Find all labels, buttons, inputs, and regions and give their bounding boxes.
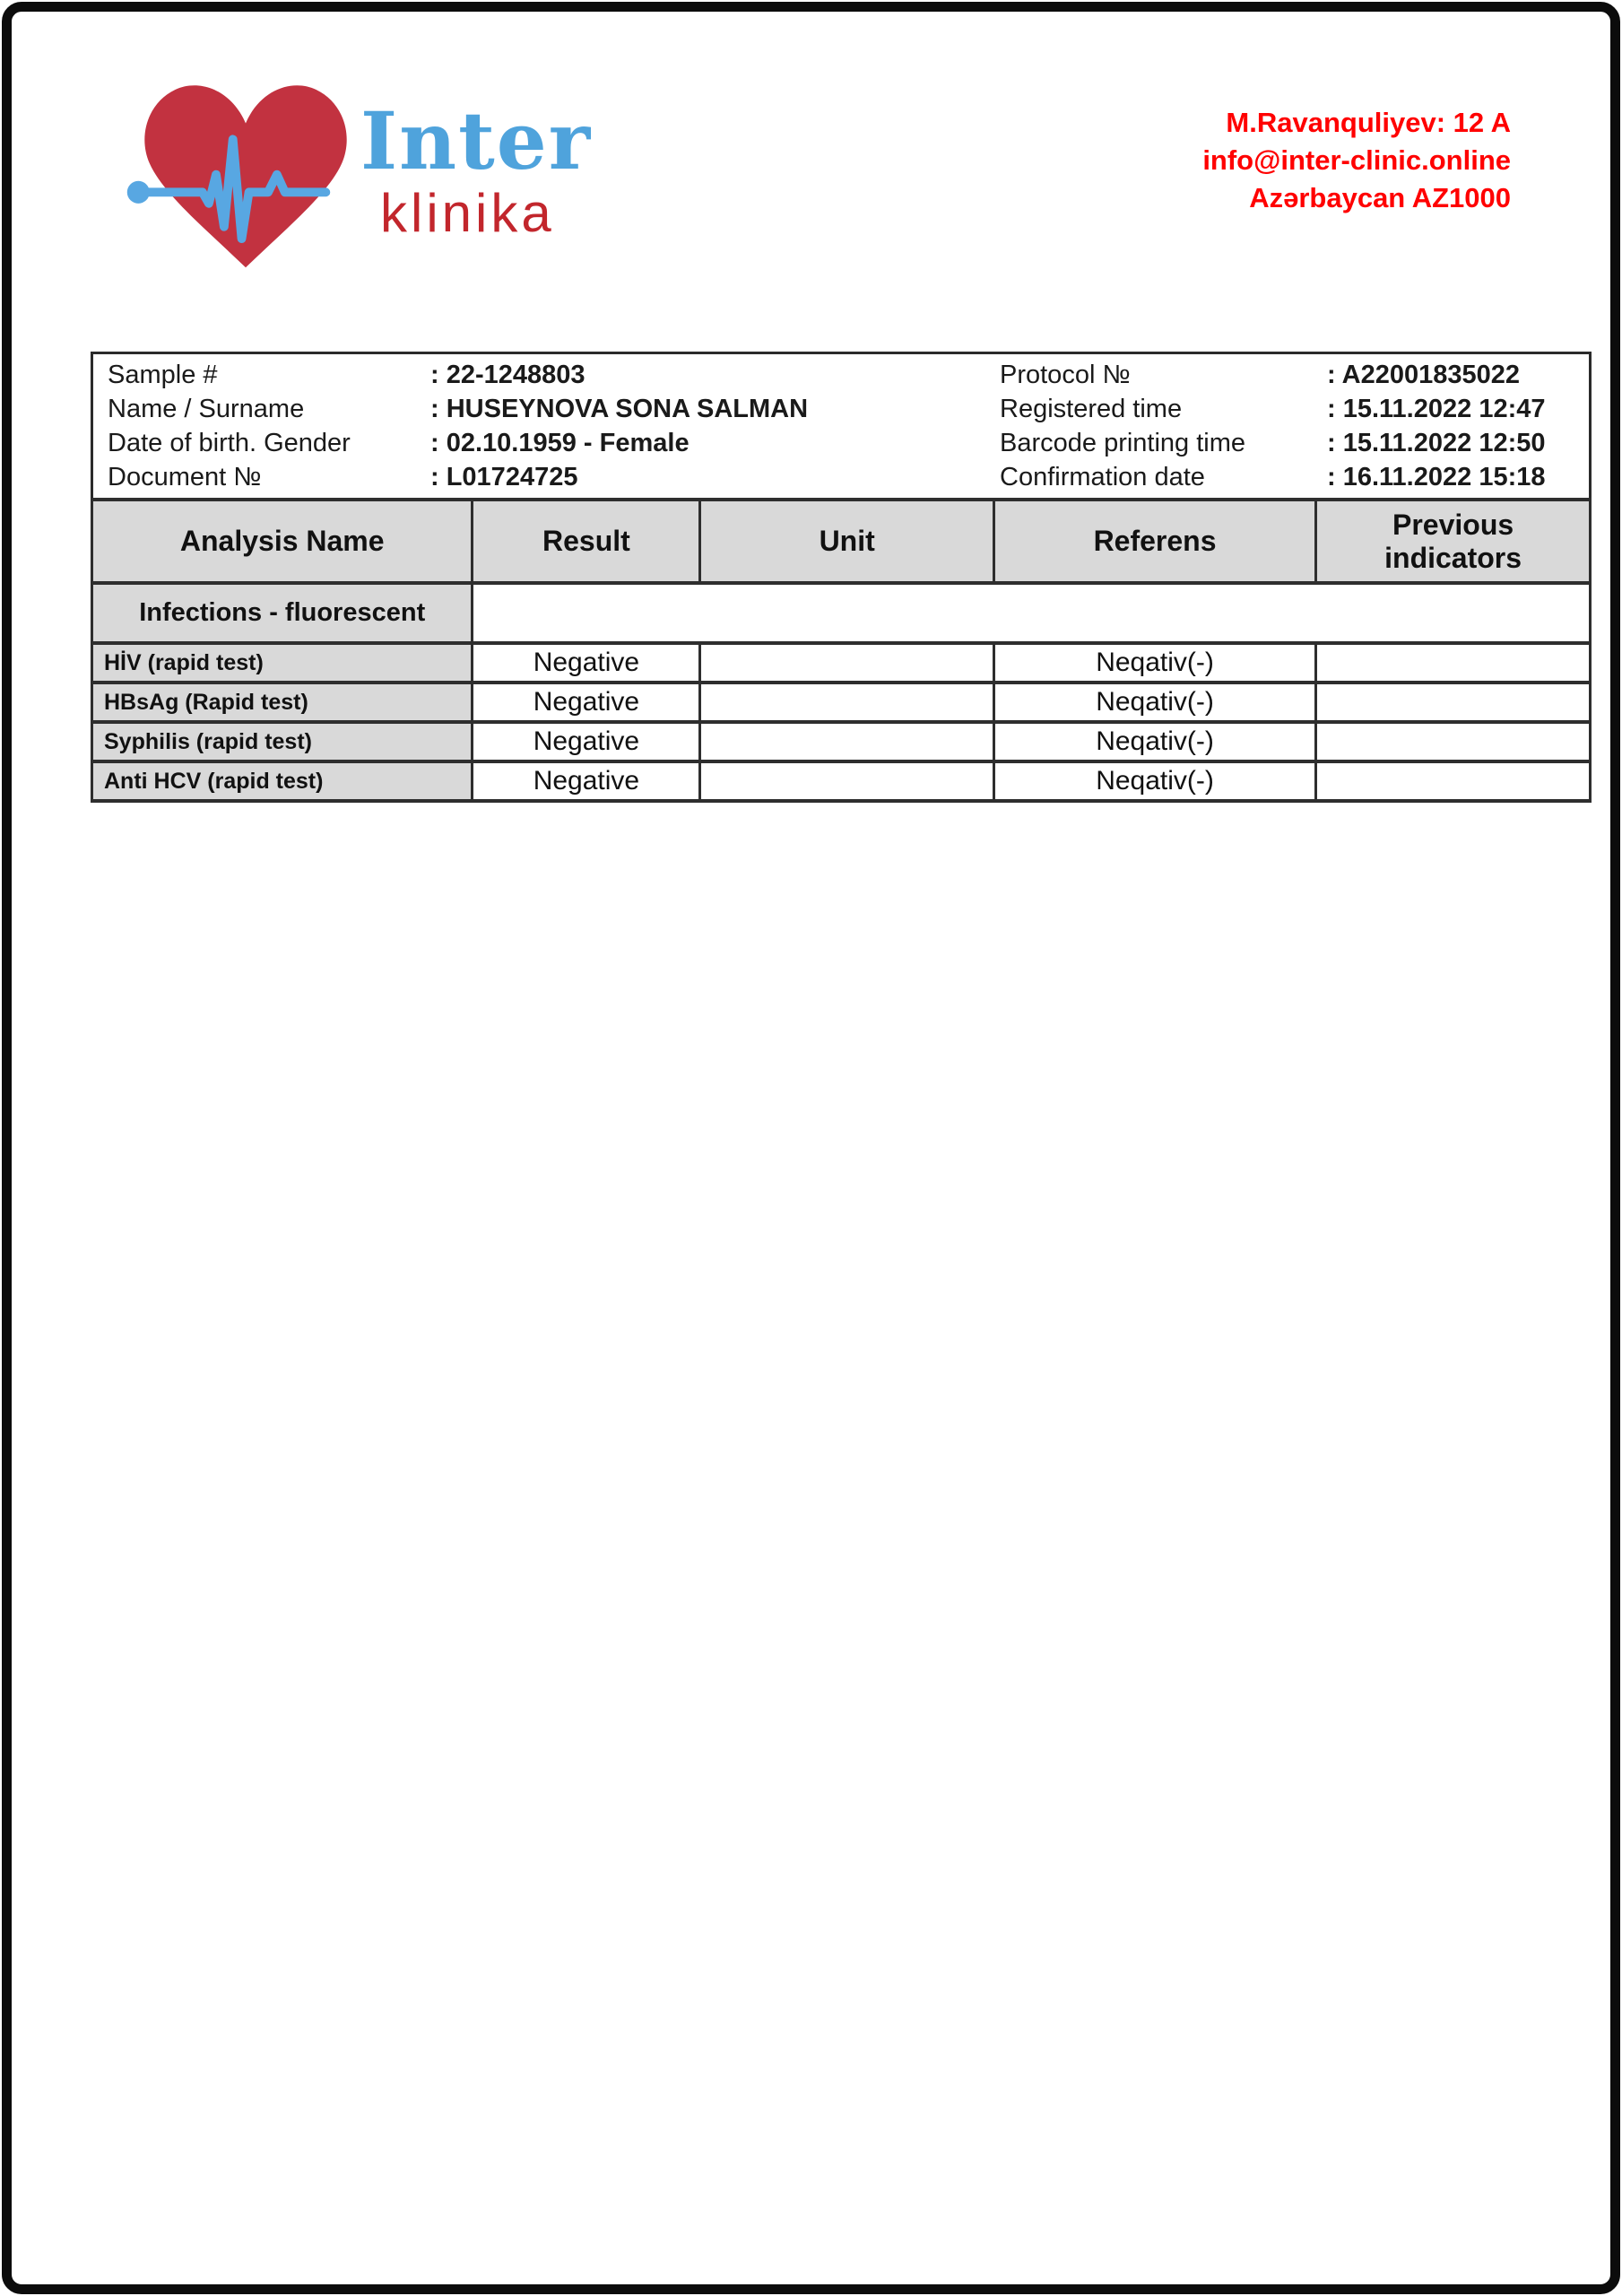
name-surname-label: Name / Surname [108, 394, 305, 423]
referens-value: Neqativ(-) [993, 643, 1315, 683]
clinic-contact-block [1202, 104, 1511, 217]
heart-ekg-icon [126, 74, 366, 278]
table-row [92, 643, 1591, 683]
section-row-spacer [473, 583, 1591, 643]
contact-address-line: M.Ravanquliyev: 12 A [1226, 107, 1511, 138]
result-value: Negative [473, 683, 700, 722]
patient-info-box [91, 352, 1592, 500]
table-row [92, 683, 1591, 722]
confirmation-date-label: Confirmation date [1000, 462, 1205, 491]
unit-value [700, 643, 994, 683]
clinic-name [360, 74, 593, 243]
sample-number-label: Sample # [108, 360, 218, 389]
analysis-name: Anti HCV (rapid test) [92, 761, 473, 801]
previous-value [1316, 761, 1591, 801]
clinic-name-secondary: klinika [380, 182, 555, 243]
sample-number-value: : 22-1248803 [430, 360, 585, 389]
analysis-name: Syphilis (rapid test) [92, 722, 473, 761]
col-header-unit: Unit [700, 500, 994, 583]
section-row [92, 583, 1591, 643]
previous-value [1316, 722, 1591, 761]
table-row [92, 722, 1591, 761]
registered-time-value: : 15.11.2022 12:47 [1327, 394, 1546, 423]
result-value: Negative [473, 722, 700, 761]
table-row [92, 761, 1591, 801]
birth-gender-label: Date of birth. Gender [108, 428, 351, 457]
referens-value: Neqativ(-) [993, 761, 1315, 801]
col-header-analysis-name: Analysis Name [92, 500, 473, 583]
protocol-label: Protocol № [1000, 360, 1131, 389]
unit-value [700, 722, 994, 761]
protocol-value: : A22001835022 [1327, 360, 1520, 389]
results-table [91, 498, 1592, 803]
unit-value [700, 761, 994, 801]
col-header-previous-indicators: Previous indicators [1316, 500, 1591, 583]
unit-value [700, 683, 994, 722]
analysis-name: HBsAg (Rapid test) [92, 683, 473, 722]
document-number-label: Document № [108, 462, 262, 491]
result-value: Negative [473, 643, 700, 683]
previous-value [1316, 643, 1591, 683]
previous-value [1316, 683, 1591, 722]
col-header-result: Result [473, 500, 700, 583]
barcode-time-label: Barcode printing time [1000, 428, 1246, 457]
contact-email: info@inter-clinic.online [1202, 144, 1511, 176]
clinic-logo [126, 74, 592, 278]
col-header-referens: Referens [993, 500, 1315, 583]
confirmation-date-value: : 16.11.2022 15:18 [1327, 462, 1546, 491]
referens-value: Neqativ(-) [993, 683, 1315, 722]
document-number-value: : L01724725 [430, 462, 578, 491]
referens-value: Neqativ(-) [993, 722, 1315, 761]
results-header-row [92, 500, 1591, 583]
section-title: Infections - fluorescent [92, 583, 473, 643]
result-value: Negative [473, 761, 700, 801]
analysis-name: HİV (rapid test) [92, 643, 473, 683]
birth-gender-value: : 02.10.1959 - Female [430, 428, 690, 457]
page-border-frame [2, 2, 1620, 2294]
contact-country-zip: Azərbaycan AZ1000 [1249, 182, 1511, 213]
registered-time-label: Registered time [1000, 394, 1183, 423]
clinic-name-primary: Inter [360, 94, 593, 187]
barcode-time-value: : 15.11.2022 12:50 [1327, 428, 1546, 457]
name-surname-value: : HUSEYNOVA SONA SALMAN [430, 394, 809, 423]
